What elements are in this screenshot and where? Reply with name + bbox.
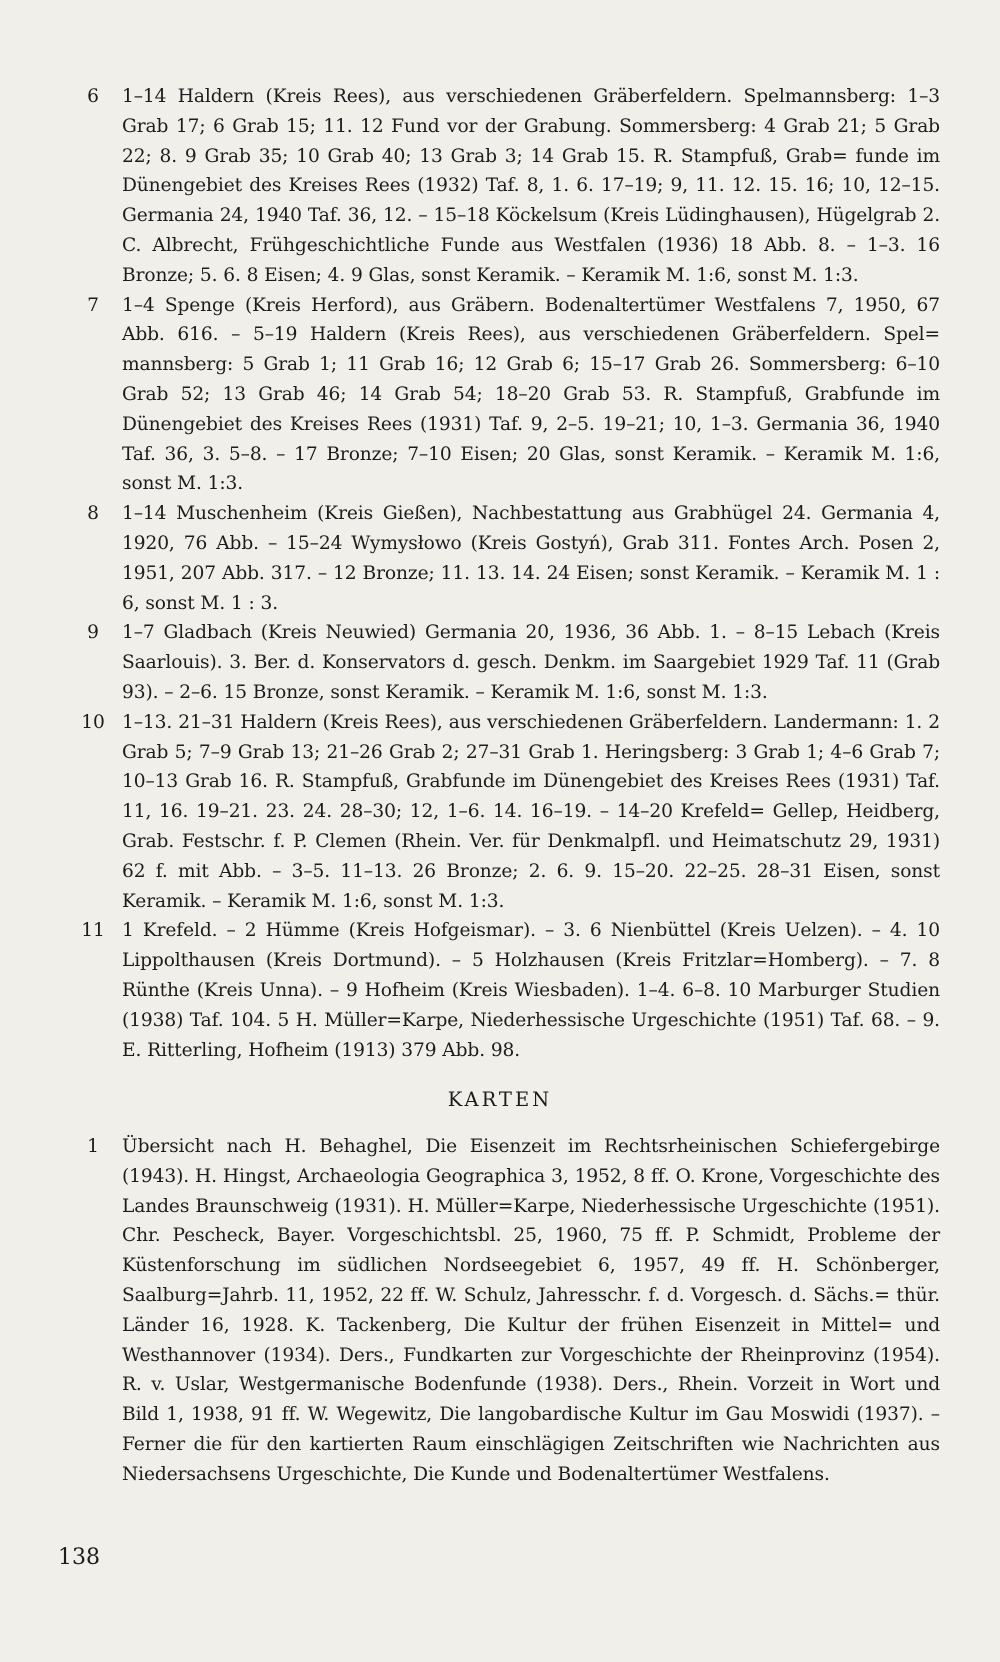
entry-text: 1 Krefeld. – 2 Hümme (Kreis Hofgeismar). – 3. 6 Nienbüttel (Kreis Uelzen). – 4. 10 Lippolthausen (Kreis Dortmund). – 5 Holzhausen (Kreis Fritzlar=Homberg). – 7. 8 Rünthe (Kreis Unna). – 9 Hofheim (Kreis Wiesbaden). 1–4. 6–8. 10 Marburger Studien (1938) Taf. 104. 5 H. Müller=Karpe, Niederhessische Urgeschichte (1951) Taf. 68. – 9. E. Ritterling, Hofheim (1913) 379 Abb. 98. — [122, 920, 940, 1061]
entry-number: 9 — [87, 622, 99, 644]
list-item — [64, 618, 940, 707]
list-item — [64, 1132, 940, 1490]
page-number: 138 — [58, 1545, 100, 1570]
list-item — [64, 916, 940, 1065]
entry-number: 11 — [81, 920, 105, 942]
entry-number: 1 — [87, 1136, 99, 1157]
list-item — [64, 82, 940, 291]
entry-text: 1–13. 21–31 Haldern (Kreis Rees), aus verschiedenen Gräberfeldern. Landermann: 1. 2 Grab 5; 7–9 Grab 13; 21–26 Grab 2; 27–31 Grab 1. Heringsberg: 3 Grab 1; 4–6 Grab 7; 10–13 Grab 16. R. Stampfuß, Grabfunde im Dünengebiet des Kreises Rees (1931) Taf. 11, 16. 19–21. 23. 24. 28–30; 12, 1–6. 14. 16–19. – 14–20 Krefeld= Gellep, Heidberg, Grab. Festschr. f. P. Clemen (Rhein. Ver. für Denkmalpfl. und Heimatschutz 29, 1931) 62 f. mit Abb. – 3–5. 11–13. 26 Bronze; 2. 6. 9. 15–20. 22–25. 28–31 Eisen, sonst Keramik. – Keramik M. 1:6, sonst M. 1:3. — [122, 711, 940, 912]
entry-number: 7 — [87, 294, 99, 316]
entry-number: 10 — [81, 711, 105, 733]
list-item — [64, 291, 940, 500]
abbildungen-list — [64, 82, 940, 1065]
entry-number: 6 — [87, 86, 99, 107]
entry-text: 1–14 Haldern (Kreis Rees), aus verschiedenen Gräberfeldern. Spelmannsberg: 1–3 Grab 17; 6 Grab 15; 11. 12 Fund vor der Grabung. Sommersberg: 4 Grab 21; 5 Grab 22; 8. 9 Grab 35; 10 Grab 40; 13 Grab 3; 14 Grab 15. R. Stampfuß, Grab= funde im Dünengebiet des Kreises Rees (1932) Taf. 8, 1. 6. 17–19; 9, 11. 12. 15. 16; 10, 12–15. Germania 24, 1940 Taf. 36, 12. – 15–18 Köckelsum (Kreis Lüdinghausen), Hügelgrab 2. C. Albrecht, Frühgeschichtliche Funde aus Westfalen (1936) 18 Abb. 8. – 1–3. 16 Bronze; 5. 6. 8 Eisen; 4. 9 Glas, sonst Keramik. – Keramik M. 1:6, sonst M. 1:3. — [122, 86, 940, 286]
karten-list — [64, 1132, 940, 1490]
section-heading-karten: KARTEN — [447, 1088, 553, 1111]
entry-text: 1–7 Gladbach (Kreis Neuwied) Germania 20, 1936, 36 Abb. 1. – 8–15 Lebach (Kreis Saarlouis). 3. Ber. d. Konservators d. gesch. Denkm. im Saargebiet 1929 Taf. 11 (Grab 93). – 2–6. 15 Bronze, sonst Keramik. – Keramik M. 1:6, sonst M. 1:3. — [122, 622, 940, 703]
entry-text: Übersicht nach H. Behaghel, Die Eisenzeit im Rechtsrheinischen Schiefergebirge (1943). H. Hingst, Archaeologia Geographica 3, 1952, 8 ff. O. Krone, Vorgeschichte des Landes Braunschweig (1931). H. Müller=Karpe, Niederhessische Urgeschichte (1951). Chr. Pescheck, Bayer. Vorgeschichtsbl. 25, 1960, 75 ff. P. Schmidt, Probleme der Küstenforschung im südlichen Nordseegebiet 6, 1957, 49 ff. H. Schönberger, Saalburg=Jahrb. 11, 1952, 22 ff. W. Schulz, Jahresschr. f. d. Vorgesch. d. Sächs.= thür. Länder 16, 1928. K. Tackenberg, Die Kultur der frühen Eisenzeit in Mittel= und Westhannover (1934). Ders., Fundkarten zur Vorgeschichte der Rheinprovinz (1954). R. v. Uslar, Westgermanische Bodenfunde (1938). Ders., Rhein. Vorzeit in Wort und Bild 1, 1938, 91 ff. W. Wegewitz, Die langobardische Kultur im Gau Moswidi (1937). – Ferner die für den kartierten Raum einschlägigen Zeitschriften wie Nachrichten aus Niedersachsens Urgeschichte, Die Kunde und Bodenaltertümer Westfalens. — [122, 1136, 940, 1485]
entry-number: 8 — [87, 503, 99, 525]
entry-text: 1–14 Muschenheim (Kreis Gießen), Nachbestattung aus Grabhügel 24. Germania 4, 1920, 76 Abb. – 15–24 Wymysłowo (Kreis Gostyń), Grab 311. Fontes Arch. Posen 2, 1951, 207 Abb. 317. – 12 Bronze; 11. 13. 14. 24 Eisen; sonst Keramik. – Keramik M. 1 : 6, sonst M. 1 : 3. — [122, 503, 940, 614]
list-item — [64, 708, 940, 917]
list-item — [64, 499, 940, 618]
entry-text: 1–4 Spenge (Kreis Herford), aus Gräbern. Bodenaltertümer Westfalens 7, 1950, 67 Abb. 616. – 5–19 Haldern (Kreis Rees), aus verschiedenen Gräberfeldern. Spel= mannsberg: 5 Grab 1; 11 Grab 16; 12 Grab 6; 15–17 Grab 26. Sommersberg: 6–10 Grab 52; 13 Grab 46; 14 Grab 54; 18–20 Grab 53. R. Stampfuß, Grabfunde im Dünengebiet des Kreises Rees (1931) Taf. 9, 2–5. 19–21; 10, 1–3. Germania 36, 1940 Taf. 36, 3. 5–8. – 17 Bronze; 7–10 Eisen; 20 Glas, sonst Keramik. – Keramik M. 1:6, sonst M. 1:3. — [122, 294, 940, 495]
